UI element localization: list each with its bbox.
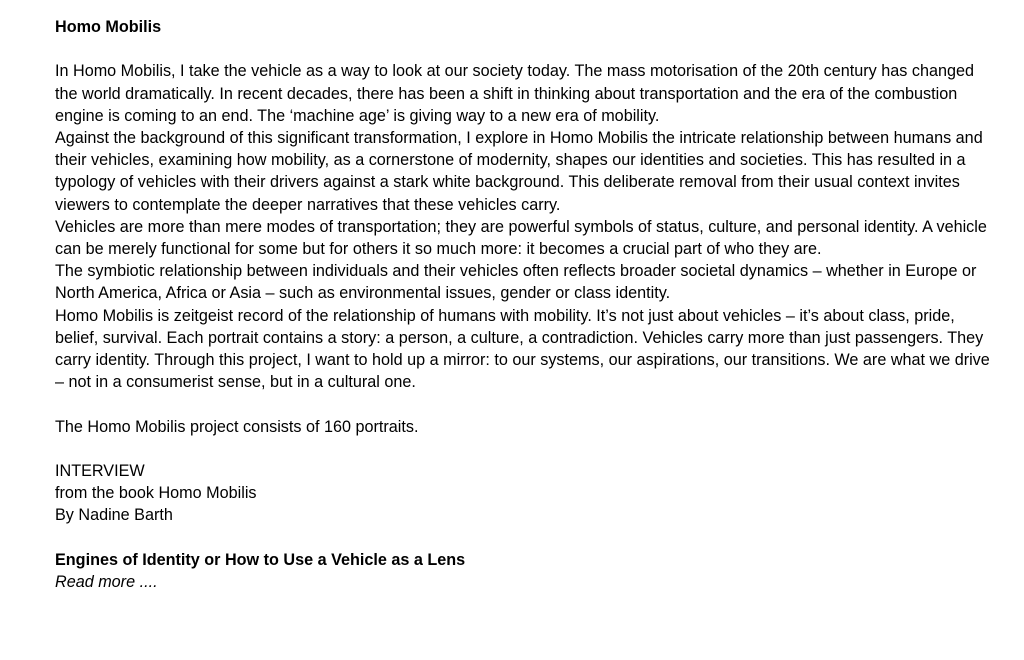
spacer [55,38,995,60]
interview-source: from the book Homo Mobilis [55,484,257,503]
page-title: Homo Mobilis [55,18,162,36]
paragraph-symbiotic: The symbiotic relationship between individuals and their vehicles often reflects broader societal dynamics – whether in Europe or North America, Africa or Asia – such as environmental issues, gender or class identity. [55,262,977,303]
spacer [55,438,995,460]
paragraph-background: Against the background of this significant transformation, I explore in Homo Mobilis the intricate relationship between humans and their vehicles, examining how mobility, as a cornerstone of modernity, shapes our identities and societies. This has resulted in a typology of vehicles with their drivers against a stark white background. This deliberate removal from their usual context invites viewers to contemplate the deeper narratives that these vehicles carry. [55,129,983,214]
paragraph-zeitgeist: Homo Mobilis is zeitgeist record of the relationship of humans with mobility. It’s not just about vehicles – it’s about class, pride, belief, survival. Each portrait contains a story: a person, a culture, a contradiction. Vehicles carry more than just passengers. They carry identity. Through this project, I want to hold up a mirror: to our systems, our aspirations, our transitions. We are what we drive – not in a consumerist sense, but in a cultural one. [55,306,990,392]
interview-heading: INTERVIEW [55,462,145,481]
document-body [55,16,995,593]
paragraph-intro: In Homo Mobilis, I take the vehicle as a way to look at our society today. The mass motorisation of the 20th century has changed the world dramatically. In recent decades, there has been a shift in thinking about transportation and the era of the combustion engine is coming to an end. The ‘machine age’ is giving way to a new era of mobility. [55,62,974,125]
interview-title: Engines of Identity or How to Use a Vehicle as a Lens [55,550,466,569]
interview-author: By Nadine Barth [55,506,173,525]
spacer [55,527,995,549]
read-more-link[interactable]: Read more .... [55,573,158,592]
spacer [55,393,995,415]
paragraph-vehicles-symbols: Vehicles are more than mere modes of transportation; they are powerful symbols of status, culture, and personal identity. A vehicle can be merely functional for some but for others it so much more: it becomes a crucial part of who they are. [55,217,987,259]
project-note: The Homo Mobilis project consists of 160 portraits. [55,417,419,436]
